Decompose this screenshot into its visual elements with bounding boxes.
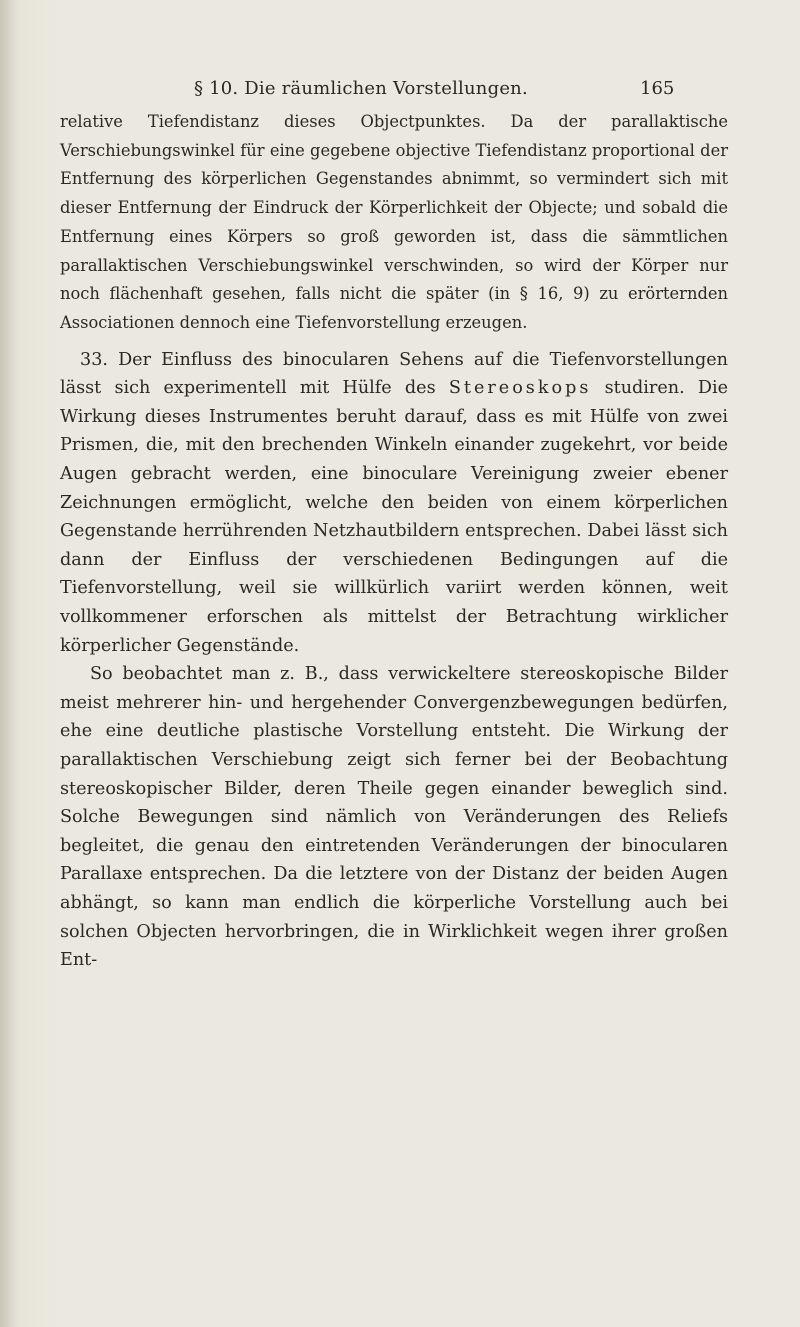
- binding-shadow: [0, 0, 18, 1327]
- paragraph-gap: [60, 338, 728, 346]
- section-number: 33.: [80, 349, 108, 370]
- spaced-term: Stereoskops: [448, 378, 592, 399]
- paragraph-3: So beobachtet man z. B., dass verwickeltere stereoskopische Bilder meist mehrerer hin- und hergehender Convergenzbewegungen bedürfen, ehe eine deutliche plastische Vorstellung entsteht. Die Wirkung der parallaktischen Verschiebung zeigt sich ferner bei der Beobachtung stereoskopischer Bilder, deren Theile gegen einander beweglich sind. Solche Bewegungen sind nämlich von Veränderungen des Reliefs begleitet, die genau den eintretenden Veränderungen der binocularen Parallaxe entsprechen. Da die letztere von der Distanz der beiden Augen abhängt, so kann man endlich die körperliche Vorstellung auch bei solchen Objecten hervorbringen, die in Wirklichkeit wegen ihrer großen Ent-: [60, 664, 728, 971]
- paragraph-2-before: Der Einfluss des binocularen Sehens auf die Tiefenvorstellungen lässt sich experimentell mit Hülfe des: [60, 349, 729, 399]
- page-number: 165: [640, 78, 675, 99]
- paragraph-2-after: studiren. Die Wirkung dieses Instrumentes beruht darauf, dass es mit Hülfe von zwei Prismen, die, mit den brechenden Winkeln einander zugekehrt, vor beide Augen gebracht werden, eine binoculare Vereinigung zweier ebener Zeichnungen ermöglicht, welche den beiden von einem körperlichen Gegenstande herrührenden Netzhautbildern entsprechen. Dabei lässt sich dann der Einfluss der verschiedenen Bedingungen auf die Tiefenvorstellung, weil sie willkürlich variirt werden können, weit vollkommener erforschen als mittelst der Betrachtung wirklicher körperlicher Gegenstände.: [60, 378, 729, 656]
- paragraph-1: relative Tiefendistanz dieses Objectpunktes. Da der parallaktische Verschiebungswinkel für eine gegebene objective Tiefendistanz proportional der Entfernung des körperlichen Gegenstandes abnimmt, so vermindert sich mit dieser Entfernung der Eindruck der Körperlichkeit der Objecte; und sobald die Entfernung eines Körpers so groß geworden ist, dass die sämmtlichen parallaktischen Verschiebungswinkel verschwinden, so wird der Körper nur noch flächenhaft gesehen, falls nicht die später (in § 16, 9) zu erörternden Associationen dennoch eine Tiefenvorstellung erzeugen.: [60, 112, 728, 332]
- page-header: [0, 78, 800, 108]
- running-head: § 10. Die räumlichen Vorstellungen.: [194, 78, 528, 99]
- paragraph-2: [60, 346, 728, 661]
- body-text: [60, 108, 728, 975]
